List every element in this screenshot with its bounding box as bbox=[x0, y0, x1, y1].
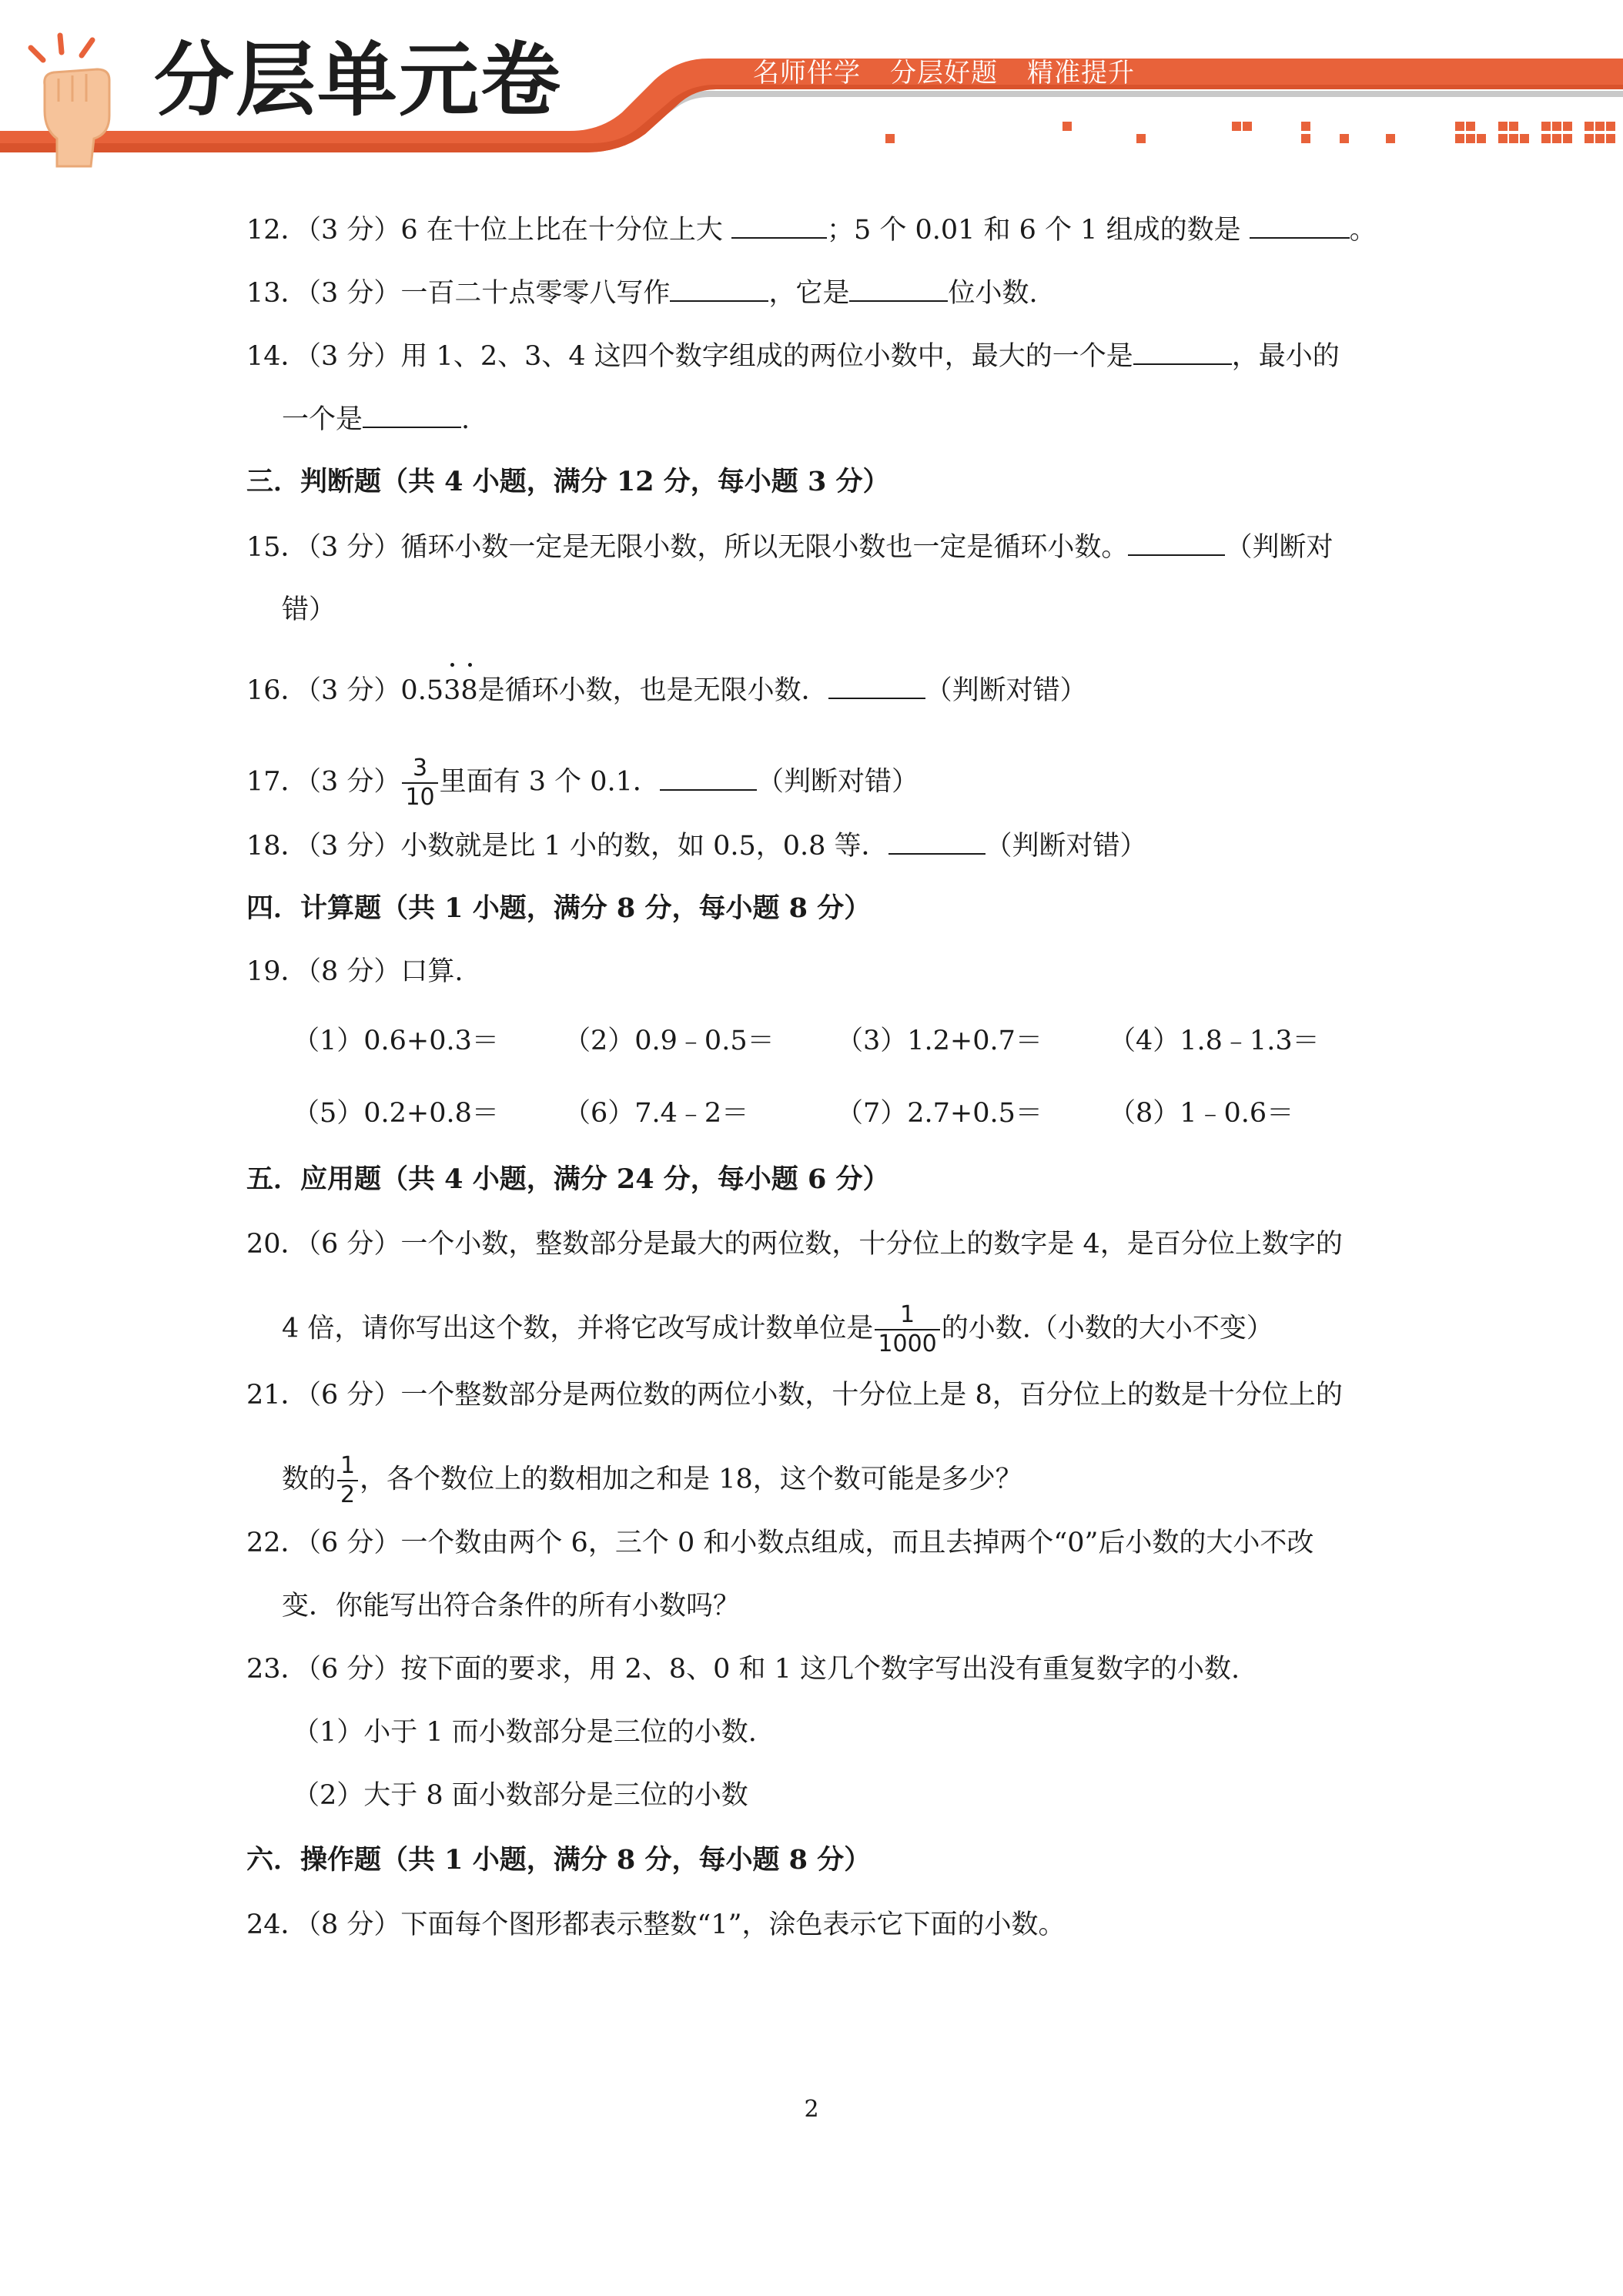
question-19: 19．（8 分）口算. bbox=[246, 956, 463, 987]
question-21-cont: 数的 $\frac{1}{2}$ ，各个数位上的数相加之和是 18，这个数可能是多少？ bbox=[282, 1452, 1022, 1508]
repeating-digit: 8 bbox=[460, 675, 478, 706]
question-21: 21．（6 分）一个整数部分是两位数的两位小数，十分位上是 8，百分位上的数是十分位上的 bbox=[246, 1380, 1343, 1411]
page-number: 2 bbox=[804, 2096, 819, 2123]
question-18: 18．（3 分）小数就是比 1 小的数，如 0.5，0.8 等． （判断对错） bbox=[246, 828, 1147, 863]
slogan-item: 分层好题 bbox=[890, 58, 998, 89]
answer-blank[interactable] bbox=[888, 828, 986, 855]
question-23-part-1: （1）小于 1 而小数部分是三位的小数. bbox=[293, 1717, 757, 1748]
decorative-squares bbox=[0, 0, 1623, 177]
question-12: 12．（3 分）6 在十位上比在十分位上大 ；5 个 0.01 和 6 个 1 组成的数是 。 bbox=[246, 213, 1377, 247]
question-17: 17．（3 分） $\frac{3}{10}$ 里面有 3 个 0.1． （判断对错） bbox=[246, 755, 919, 811]
question-13: 13．（3 分）一百二十点零零八写作 ，它是 位小数. bbox=[246, 276, 1038, 310]
slogan-item: 精准提升 bbox=[1027, 58, 1135, 89]
answer-blank[interactable] bbox=[731, 213, 827, 239]
calc-item: （8）1﹣0.6＝ bbox=[1109, 1098, 1294, 1129]
fraction: $\frac{1}{1000}$ bbox=[875, 1301, 939, 1358]
question-24: 24．（8 分）下面每个图形都表示整数“1”，涂色表示它下面的小数。 bbox=[246, 1909, 1066, 1940]
question-23: 23．（6 分）按下面的要求，用 2、8、0 和 1 这几个数字写出没有重复数字的小数. bbox=[246, 1654, 1240, 1685]
answer-blank[interactable] bbox=[1250, 213, 1350, 239]
section-heading-6: 六．操作题（共 1 小题，满分 8 分，每小题 8 分） bbox=[246, 1844, 872, 1876]
answer-blank[interactable] bbox=[849, 276, 948, 302]
calc-item: （5）0.2+0.8＝ bbox=[293, 1098, 499, 1129]
header-title: 分层单元卷 bbox=[154, 33, 563, 127]
question-15-cont: 错） bbox=[282, 594, 336, 625]
section-heading-4: 四．计算题（共 1 小题，满分 8 分，每小题 8 分） bbox=[246, 892, 872, 924]
question-14-cont: 一个是 . bbox=[282, 402, 470, 437]
fraction: $\frac{3}{10}$ bbox=[402, 755, 437, 812]
repeating-digit: 3 bbox=[443, 675, 461, 706]
calc-item: （1）0.6+0.3＝ bbox=[293, 1026, 499, 1056]
page-header bbox=[0, 0, 1623, 177]
calc-item: （3）1.2+0.7＝ bbox=[836, 1026, 1042, 1056]
calc-item: （4）1.8﹣1.3＝ bbox=[1109, 1026, 1320, 1056]
section-heading-5: 五．应用题（共 4 小题，满分 24 分，每小题 6 分） bbox=[246, 1163, 890, 1195]
answer-blank[interactable] bbox=[1133, 339, 1232, 365]
question-22: 22．（6 分）一个数由两个 6，三个 0 和小数点组成，而且去掉两个“0”后小数的大小不改 bbox=[246, 1528, 1314, 1558]
answer-blank[interactable] bbox=[660, 765, 757, 791]
slogan-item: 名师伴学 bbox=[753, 58, 861, 89]
question-16: 16．（3 分）0.538是循环小数，也是无限小数． （判断对错） bbox=[246, 673, 1087, 708]
section-heading-3: 三．判断题（共 4 小题，满分 12 分，每小题 3 分） bbox=[246, 466, 890, 497]
calc-item: （6）7.4﹣2＝ bbox=[564, 1098, 749, 1129]
answer-blank[interactable] bbox=[1128, 530, 1225, 556]
calc-item: （7）2.7+0.5＝ bbox=[836, 1098, 1042, 1129]
fraction: $\frac{1}{2}$ bbox=[337, 1452, 358, 1509]
question-23-part-2: （2）大于 8 面小数部分是三位的小数 bbox=[293, 1780, 748, 1811]
question-14: 14．（3 分）用 1、2、3、4 这四个数字组成的两位小数中，最大的一个是 ，最小的 bbox=[246, 339, 1340, 373]
calc-item: （2）0.9﹣0.5＝ bbox=[564, 1026, 775, 1056]
answer-blank[interactable] bbox=[363, 402, 461, 428]
question-20: 20．（6 分）一个小数，整数部分是最大的两位数，十分位上的数字是 4，是百分位上数字的 bbox=[246, 1229, 1343, 1260]
question-20-cont: 4 倍，请你写出这个数，并将它改写成计数单位是 $\frac{1}{1000}$ 的小数.（小数的大小不变） bbox=[282, 1301, 1273, 1357]
answer-blank[interactable] bbox=[828, 673, 925, 699]
question-22-cont: 变．你能写出符合条件的所有小数吗？ bbox=[282, 1591, 741, 1622]
question-15: 15．（3 分）循环小数一定是无限小数，所以无限小数也一定是循环小数。 （判断对 bbox=[246, 530, 1333, 564]
answer-blank[interactable] bbox=[670, 276, 768, 302]
